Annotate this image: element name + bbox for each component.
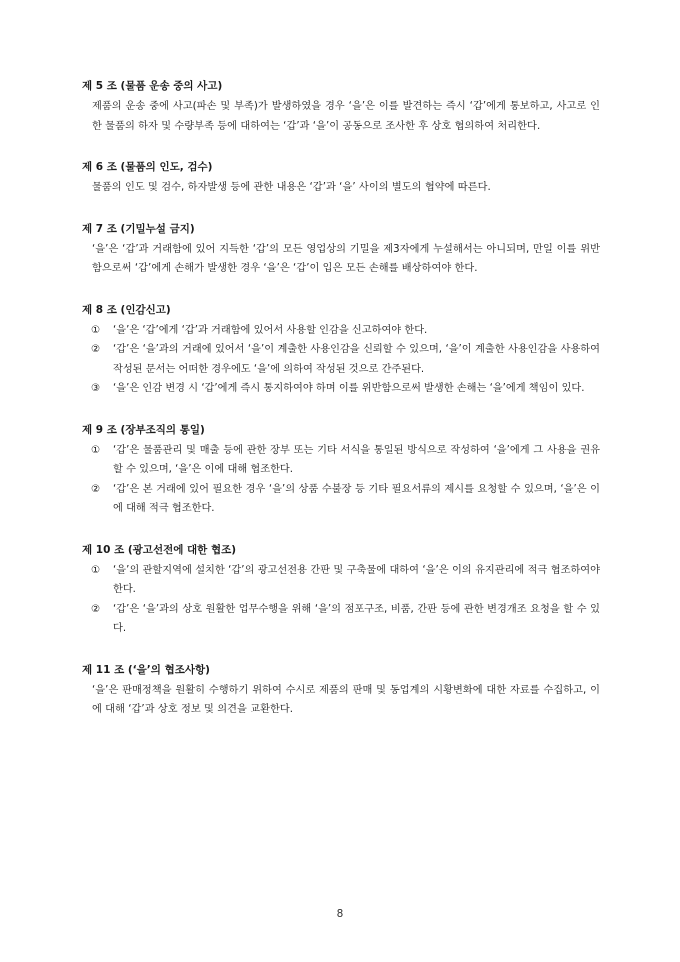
clause-item xyxy=(91,340,600,379)
article-10 xyxy=(82,542,600,639)
clause-text: ‘을’의 관할지역에 설치한 ‘갑’의 광고선전용 간판 및 구축물에 대하여 ‘을’은 이의 유지관리에 적극 협조하여야 한다. xyxy=(113,564,600,595)
clause-item xyxy=(91,321,600,341)
article-6 xyxy=(82,159,600,198)
clause-text: ‘갑’은 물품관리 및 매출 등에 관한 장부 또는 기타 서식을 통일된 방식으로 작성하여 ‘을’에게 그 사용을 권유할 수 있으며, ‘을’은 이에 대해 협조한다. xyxy=(113,444,600,475)
clause-number: ② xyxy=(91,344,101,355)
clause-number: ② xyxy=(91,483,101,495)
article-8 xyxy=(82,302,600,399)
clause-item xyxy=(91,379,600,399)
article-title: 제 11 조 (‘을’의 협조사항) xyxy=(82,663,210,676)
clause-text: ‘을’은 ‘갑’에게 ‘갑’과 거래함에 있어서 사용할 인감을 신고하여야 한다. xyxy=(113,324,428,336)
clause-number: ③ xyxy=(91,383,101,394)
article-title: 제 9 조 (장부조직의 통일) xyxy=(82,423,205,436)
clause-item xyxy=(91,441,600,480)
article-5 xyxy=(82,78,600,136)
article-title: 제 5 조 (물품 운송 중의 사고) xyxy=(82,80,223,92)
clause-number: ① xyxy=(91,564,101,576)
clause-text: ‘갑’은 본 거래에 있어 필요한 경우 ‘을’의 상품 수불장 등 기타 필요서류의 제시를 요청할 수 있으며, ‘을’은 이에 대해 적극 협조한다. xyxy=(113,483,600,514)
article-title: 제 8 조 (인감신고) xyxy=(82,303,171,316)
clause-list xyxy=(82,321,600,399)
clause-list xyxy=(82,441,600,519)
clause-text: ‘갑’은 ‘을’과의 상호 원활한 업무수행을 위해 ‘을’의 점포구조, 비품, 간판 등에 관한 변경개조 요청을 할 수 있다. xyxy=(113,603,600,634)
clause-item xyxy=(91,480,600,519)
article-9 xyxy=(82,422,600,519)
clause-list xyxy=(82,561,600,639)
article-7 xyxy=(82,221,600,279)
article-paragraph: ‘을’은 판매정책을 원활히 수행하기 위하여 수시로 제품의 판매 및 동업계의 시황변화에 대한 자료를 수집하고, 이에 대해 ‘갑’과 상호 정보 및 의견을 교환한다. xyxy=(92,684,600,715)
page-number: 8 xyxy=(336,908,344,920)
article-title: 제 6 조 (물품의 인도, 검수) xyxy=(82,161,213,173)
article-paragraph: 물품의 인도 및 검수, 하자발생 등에 관한 내용은 ‘갑’과 ‘을’ 사이의 별도의 협약에 따른다. xyxy=(92,182,491,193)
clause-text: ‘갑’은 ‘을’과의 거래에 있어서 ‘을’이 계출한 사용인감을 신뢰할 수 있으며, ‘을’이 계출한 사용인감을 사용하여 작성된 문서는 어떠한 경우에도 ‘을’에 의하여 작성된 것으로 간주된다. xyxy=(113,344,600,375)
article-paragraph: ‘을’은 ‘갑’과 거래함에 있어 지득한 ‘갑’의 모든 영업상의 기밀을 제3자에게 누설해서는 아니되며, 만일 이를 위반함으로써 ‘갑’에게 손해가 발생한 경우 ‘을’은 ‘갑’이 입은 모든 손해를 배상하여야 한다. xyxy=(92,243,600,274)
clause-number: ② xyxy=(91,603,101,615)
clause-text: ‘을’은 인감 변경 시 ‘갑’에게 즉시 통지하여야 하며 이를 위반함으로써 발생한 손해는 ‘을’에게 책임이 있다. xyxy=(113,383,585,394)
clause-number: ① xyxy=(91,444,101,456)
article-title: 제 7 조 (기밀누설 금지) xyxy=(82,222,195,235)
article-title: 제 10 조 (광고선전에 대한 협조) xyxy=(82,543,237,556)
clause-item xyxy=(91,561,600,600)
clause-item xyxy=(91,600,600,639)
article-paragraph: 제품의 운송 중에 사고(파손 및 부족)가 발생하였을 경우 ‘을’은 이를 발견하는 즉시 ‘갑’에게 통보하고, 사고로 인한 물품의 하자 및 수량부족 등에 대하여는 ‘갑’과 ‘을’이 공동으로 조사한 후 상호 협의하여 처리한다. xyxy=(92,101,600,132)
clause-number: ① xyxy=(91,324,101,336)
article-11 xyxy=(82,662,600,720)
